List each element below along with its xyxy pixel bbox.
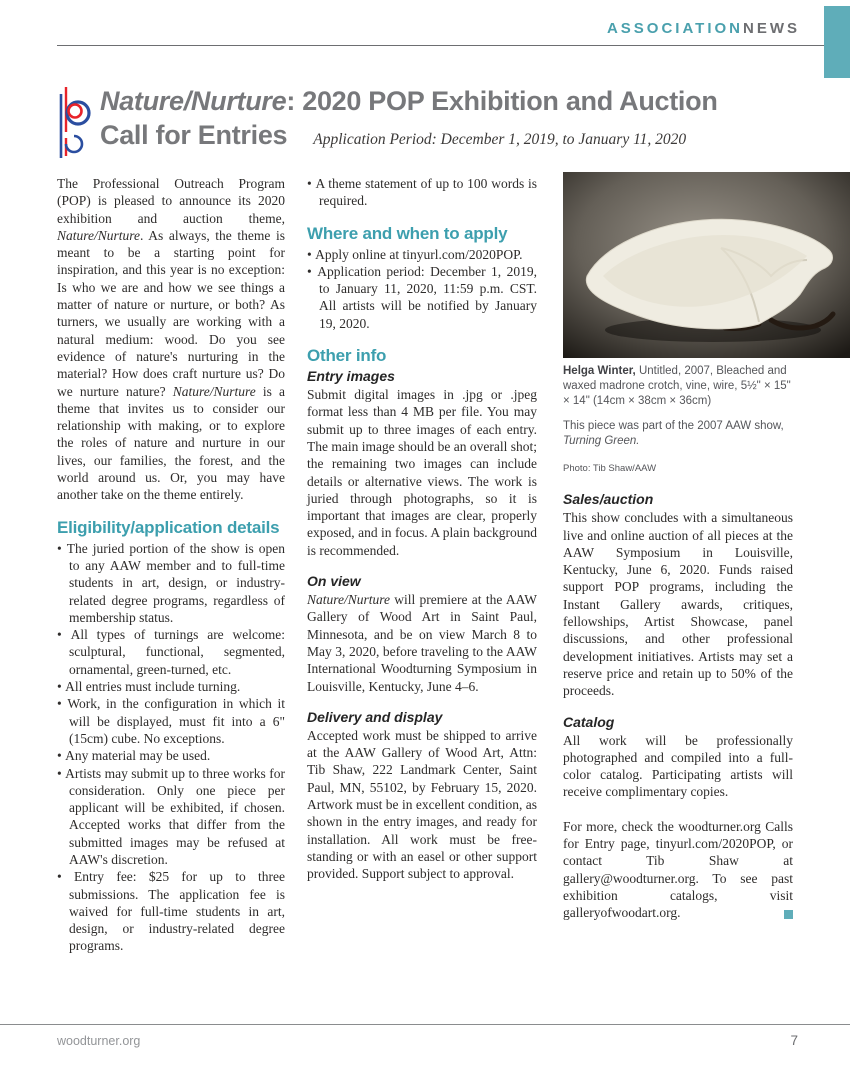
- bullet-item: • Application period: December 1, 2019, to January 11, 2020, 11:59 p.m. CST. All artists will be notified by January 19, 2020.: [307, 263, 537, 332]
- end-of-article-mark: [784, 910, 793, 919]
- column-1: [57, 175, 285, 955]
- artwork-photo: [563, 172, 850, 358]
- column-2: [307, 175, 537, 883]
- subheading-on-view: On view: [307, 573, 361, 590]
- bullet-item: • All types of turnings are welcome: sculptural, functional, segmented, ornamental, green-turned, etc.: [57, 626, 285, 678]
- subheading-delivery: Delivery and display: [307, 708, 443, 725]
- on-view-paragraph: Nature/Nurture will premiere at the AAW Gallery of Wood Art in Saint Paul, Minnesota, and be on view March 8 to May 3, 2020, before traveling to the AAW International Woodturning Symposium in Louisville, Kentucky, June 4–6.: [307, 592, 537, 694]
- more-info-paragraph: [563, 818, 793, 922]
- bullet-item: • Apply online at tinyurl.com/2020POP.: [307, 246, 537, 263]
- bullet-item: • Work, in the configuration in which it will be displayed, must fit into a 6" (15cm) cube. No exceptions.: [57, 695, 285, 747]
- entry-images-paragraph: Submit digital images in .jpg or .jpeg format less than 4 MB per file. You may submit up to three images of each entry. The main image should be an overall shot; the remaining two images can include details or alternative views. The work is juried through photographs, so it is important that images are clear, properly exposed, and in focus. A plain background is recommended.: [307, 387, 537, 558]
- bullet-item: • A theme statement of up to 100 words is required.: [307, 175, 537, 210]
- photo-caption-note: This piece was part of the 2007 AAW show, Turning Green.: [563, 420, 784, 447]
- column-3: [563, 364, 793, 922]
- eligibility-list-continued: [307, 175, 537, 210]
- footer-website: woodturner.org: [57, 1034, 141, 1048]
- page-edge-tab: [824, 6, 850, 78]
- subheading-sales-auction: Sales/auction: [563, 491, 654, 508]
- bullet-item: • All entries must include turning.: [57, 678, 285, 695]
- section-banner: [607, 20, 800, 37]
- delivery-paragraph: Accepted work must be shipped to arrive at the AAW Gallery of Wood Art, Attn: Tib Shaw, 222 Landmark Center, Saint Paul, MN, 55102, by February 15, 2020. Artwork must be in excellent condition, as shown in the entry images, and ready for installation. All work must be free-standing or with an easel or other support provided. Support subject to approval.: [307, 727, 537, 882]
- eligibility-list: [57, 540, 285, 955]
- header-divider: [57, 45, 830, 46]
- subheading-catalog: Catalog: [563, 713, 615, 730]
- heading-other-info: Other info: [307, 346, 387, 366]
- article-title-line1: [100, 84, 800, 118]
- heading-where-when: Where and when to apply: [307, 223, 508, 243]
- photo-credit: Photo: Tib Shaw/AAW: [563, 463, 657, 474]
- intro-paragraph: The Professional Outreach Program (POP) is pleased to announce its 2020 exhibition and auction theme, Nature/Nurture. As always, the theme is meant to be a starting point for inspiration, and this year is no exception: Is who we are and how we see things a matter of nature or nurture, or both? As turners, we usually are working with a natural medium: wood. Do you see evidence of nature's nurturing in the material? How does craft nurture us? Do we nurture nature? Nature/Nurture is a theme that invites us to consider our relationship with making, or to explore the roles of nature and nurture in our lives, our families, the forest, and the world around us. Or, you may have another take on the theme entirely.: [57, 176, 286, 503]
- bullet-item: • Any material may be used.: [57, 747, 285, 764]
- bullet-item: • Entry fee: $25 for up to three submissions. The application fee is waived for full-time students in art, design, or industry-related degree programs.: [57, 868, 285, 954]
- title-theme: Nature/Nurture: [100, 86, 287, 116]
- more-info-text: For more, check the woodturner.org Calls for Entry page, tinyurl.com/2020POP, or contact Tib Shaw at gallery@woodturner.org. To see past exhibition catalogs, visit galleryofwoodart.org.: [563, 818, 793, 921]
- bullet-item: • The juried portion of the show is open to any AAW member and to full-time students in art, design, or industry-related degree programs, regardless of membership status.: [57, 540, 285, 626]
- title-line2: Call for Entries: [100, 120, 288, 150]
- page-number: 7: [790, 1033, 798, 1048]
- pop-logo: [55, 86, 91, 164]
- subheading-entry-images: Entry images: [307, 368, 395, 385]
- catalog-paragraph: All work will be professionally photographed and compiled into a full-color catalog. Participating artists will receive complimentary copies.: [563, 732, 793, 800]
- title-rest: : 2020 POP Exhibition and Auction: [286, 86, 718, 116]
- sales-paragraph: This show concludes with a simultaneous live and online auction of all pieces at the AAW Symposium in Louisville, Kentucky, June 6, 2020. Funds raised support POP programs, including the Instant Gallery awards, critiques, fellowships, Artist Showcase, panel discussions, and other professional development initiatives. Artists may set a reserve price and retain up to 50% of the proceeds.: [563, 510, 793, 699]
- banner-association: ASSOCIATION: [606, 20, 743, 37]
- banner-news: NEWS: [743, 20, 800, 37]
- article-title: [100, 84, 800, 157]
- footer-divider: [0, 1024, 850, 1025]
- where-when-list: [307, 246, 537, 332]
- photo-caption: Helga Winter, Untitled, 2007, Bleached and waxed madrone crotch, vine, wire, 5½" × 15" × 14" (14cm × 38cm × 36cm): [563, 365, 791, 407]
- application-period: Application Period: December 1, 2019, to January 11, 2020: [313, 131, 687, 148]
- bullet-item: • Artists may submit up to three works for consideration. Only one piece per applicant will be exhibited, if chosen. Accepted works that differ from the submitted images may be refused at AAW's discretion.: [57, 765, 285, 869]
- heading-eligibility: Eligibility/application details: [57, 517, 280, 537]
